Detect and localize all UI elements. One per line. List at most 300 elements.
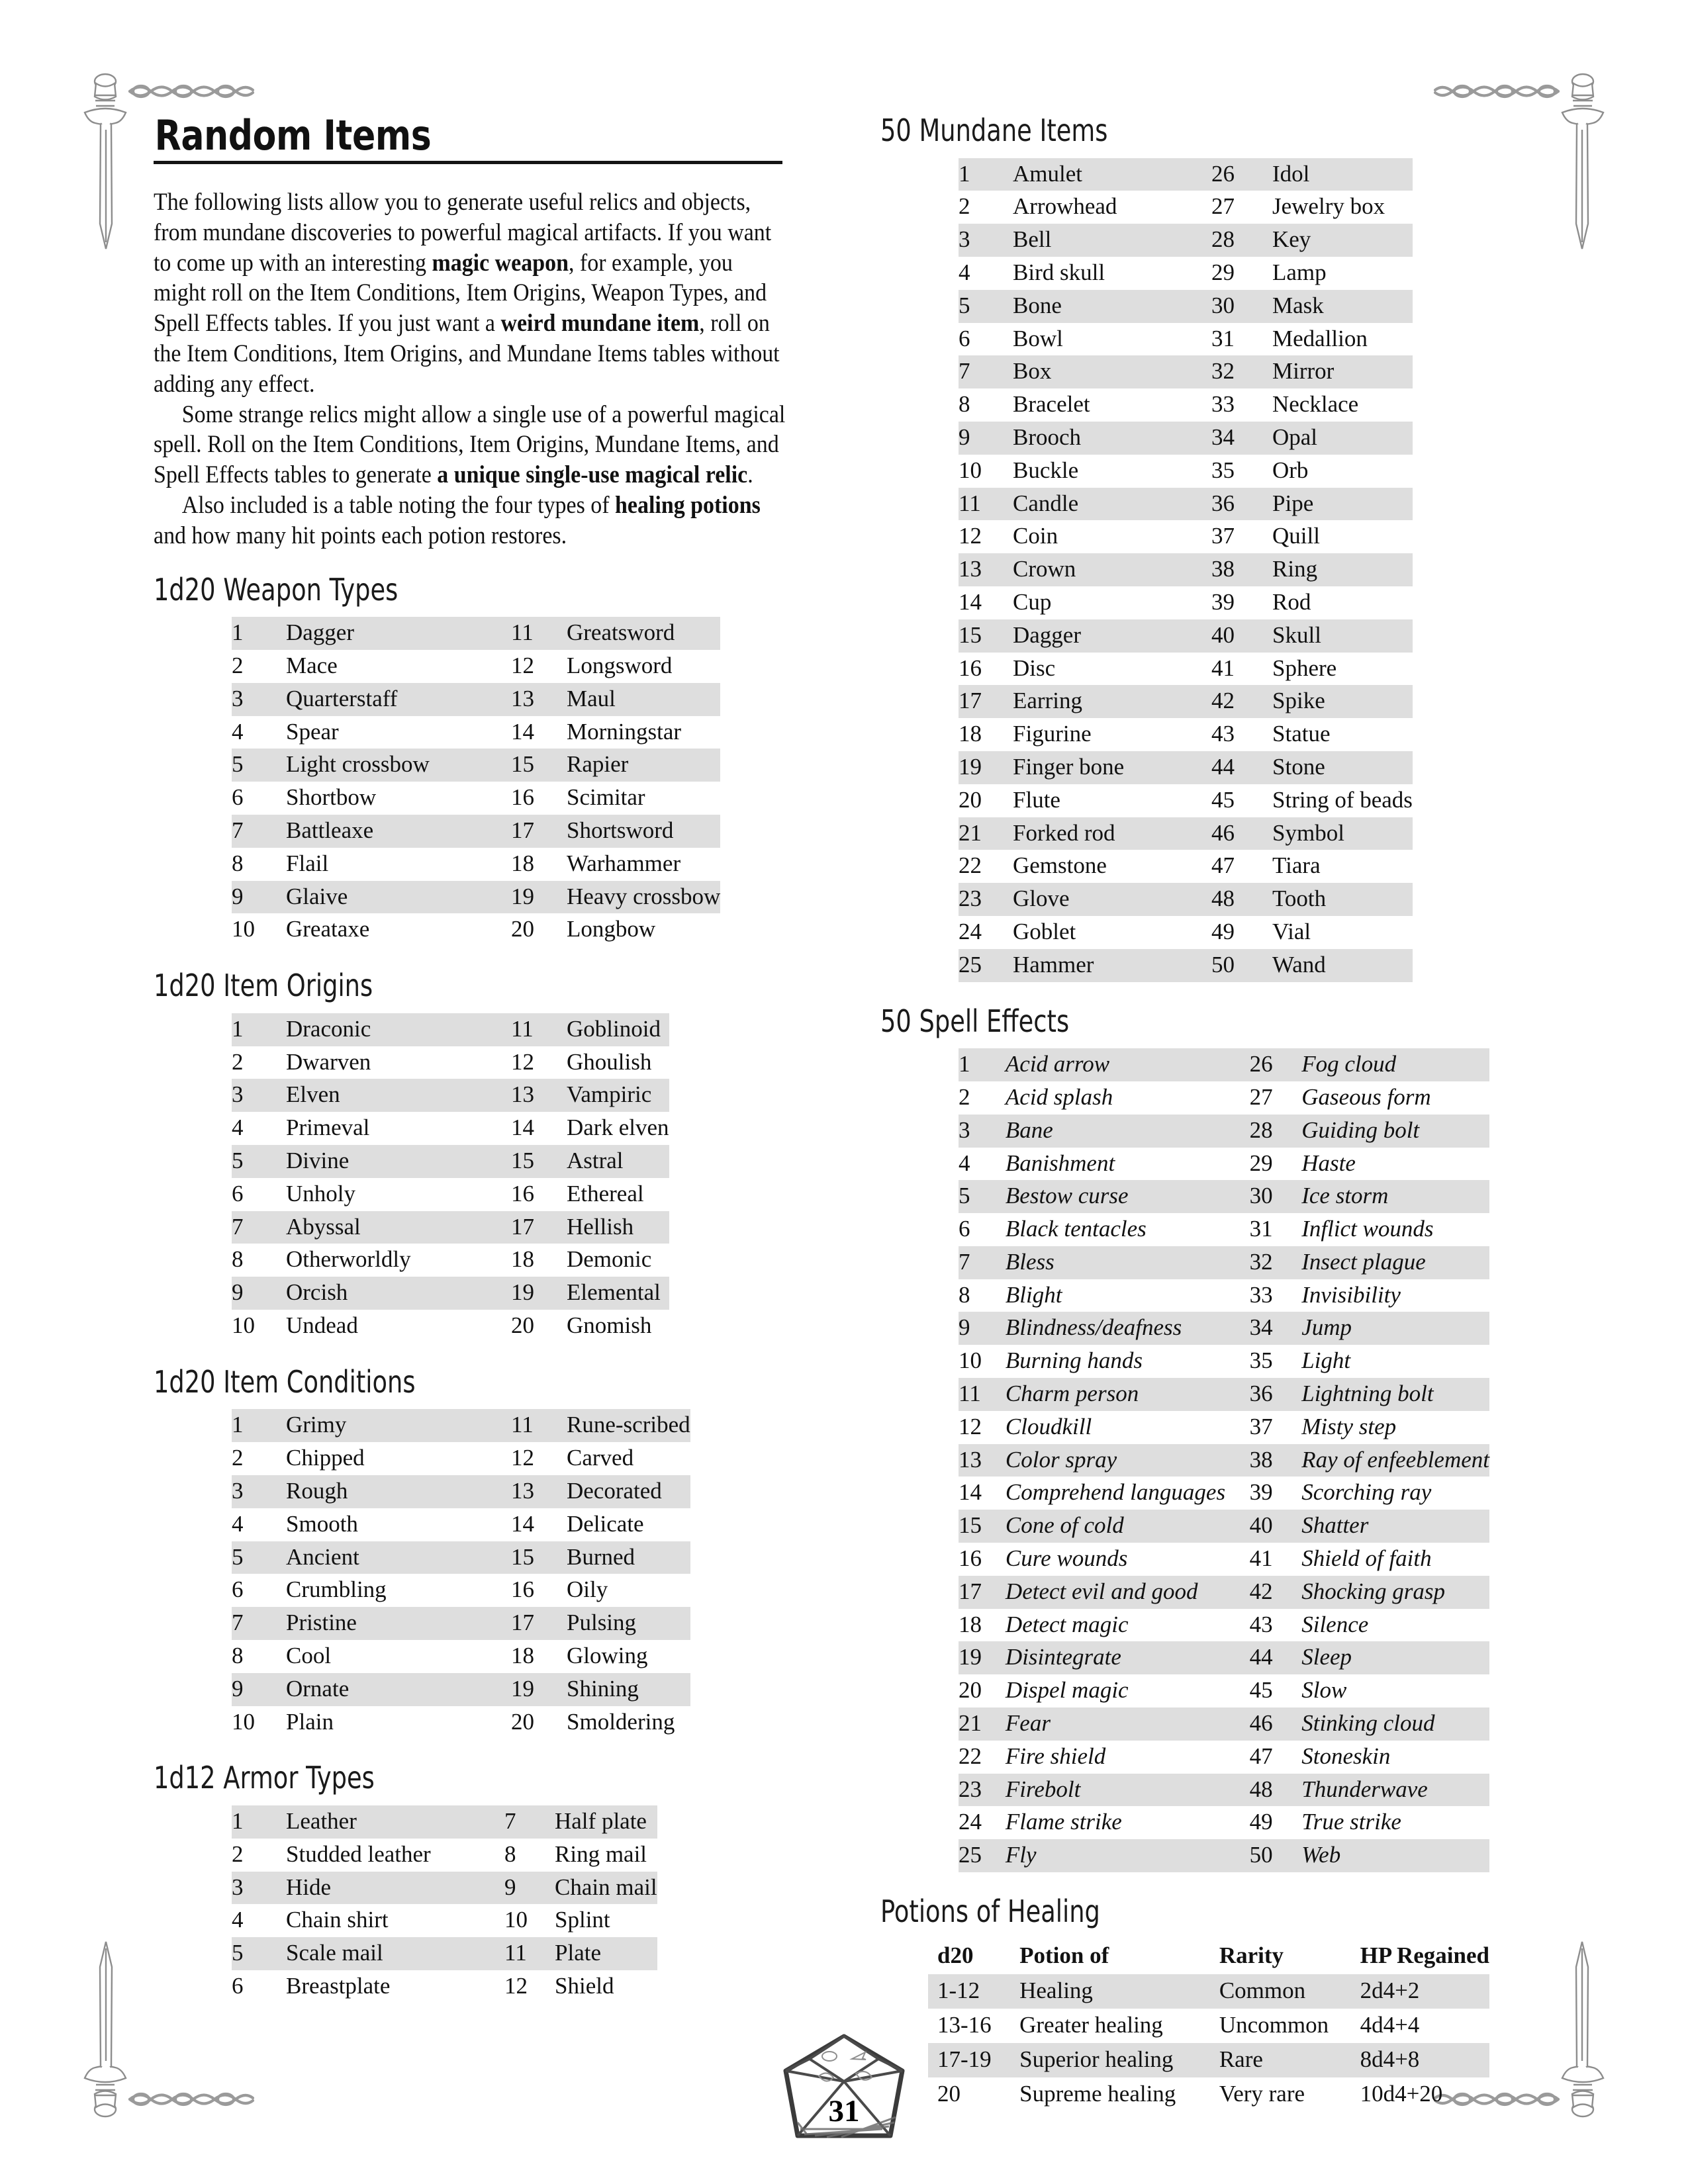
roll-number: 3 (959, 1115, 1006, 1148)
roll-result: Half plate (555, 1805, 657, 1839)
roll-result: Rune-scribed (567, 1409, 690, 1442)
table-row (232, 1277, 669, 1310)
roll-result: Shortbow (286, 784, 377, 811)
roll-number: 11 (511, 1409, 567, 1442)
roll-result: Comprehend languages (1005, 1479, 1226, 1506)
heading-mundane-items: 50 Mundane Items (880, 113, 1108, 148)
roll-number: 1 (232, 1013, 286, 1046)
roll-number: 20 (959, 786, 982, 813)
table-row (959, 520, 1413, 553)
roll-number: 25 (959, 1839, 1006, 1872)
roll-result: Breastplate (286, 1972, 391, 1999)
roll-number: 4 (959, 1150, 970, 1176)
table-row (959, 422, 1413, 455)
table-row (959, 323, 1413, 356)
roll-result: Ethereal (567, 1180, 644, 1206)
roll-result: Unholy (286, 1180, 355, 1206)
roll-result: Shining (567, 1673, 690, 1706)
roll-result: Color spray (1006, 1444, 1250, 1477)
table-row (232, 1013, 669, 1046)
roll-result: Glaive (286, 881, 511, 914)
roll-number: 9 (959, 422, 1013, 455)
roll-number: 7 (232, 1211, 286, 1244)
roll-number: 10 (232, 1708, 255, 1735)
roll-number: 22 (959, 852, 982, 879)
table-potions-of-healing (928, 1939, 1489, 2112)
roll-result: Delicate (567, 1510, 644, 1537)
table-row (959, 388, 1413, 422)
table-row (232, 848, 720, 881)
roll-number: 29 (1249, 1150, 1273, 1176)
roll-result: Dagger (286, 617, 511, 650)
roll-number: 36 (1211, 488, 1272, 521)
roll-number: 41 (1211, 655, 1235, 681)
roll-number: 7 (232, 1607, 286, 1640)
roll-result: Burning hands (1005, 1347, 1143, 1374)
roll-result: Fog cloud (1301, 1048, 1489, 1081)
roll-result: Gnomish (567, 1312, 652, 1338)
roll-result: Ring mail (555, 1841, 647, 1867)
roll-number: 20 (959, 1677, 982, 1704)
roll-result: Pristine (286, 1607, 511, 1640)
table-row (959, 1081, 1489, 1115)
table-row (959, 1279, 1489, 1312)
roll-result: Figurine (1013, 721, 1092, 747)
roll-number: 38 (1250, 1444, 1302, 1477)
roll-result: Acid splash (1005, 1083, 1113, 1110)
roll-number: 8 (232, 1246, 244, 1273)
roll-number: 19 (511, 1673, 567, 1706)
page-number: 31 (828, 2094, 860, 2128)
roll-result: Stinking cloud (1301, 1707, 1489, 1741)
roll-number: 5 (232, 749, 286, 782)
roll-result: Orb (1272, 457, 1309, 483)
intro-paragraph-3: Also included is a table noting the four types of healing potions and how many hit points each potion restores. (154, 491, 761, 549)
potion-cell: Greater healing (1019, 2012, 1163, 2038)
roll-number: 1 (232, 1805, 286, 1839)
roll-number: 9 (232, 1277, 286, 1310)
roll-number: 16 (511, 1576, 534, 1603)
roll-result: Cone of cold (1006, 1510, 1250, 1543)
roll-number: 39 (1249, 1479, 1273, 1506)
roll-number: 3 (232, 1872, 286, 1905)
roll-number: 4 (959, 259, 970, 285)
roll-result: Web (1301, 1839, 1489, 1872)
table-row (232, 749, 720, 782)
roll-number: 20 (511, 916, 534, 942)
heading-spell-effects: 50 Spell Effects (880, 1003, 1070, 1039)
table-row (232, 1640, 690, 1673)
potion-cell: Superior healing (1019, 2043, 1219, 2077)
roll-result: Jewelry box (1272, 193, 1385, 220)
heading-potions-of-healing: Potions of Healing (880, 1893, 1100, 1930)
roll-result: Cure wounds (1005, 1545, 1128, 1572)
roll-result: Arrowhead (1013, 193, 1117, 220)
roll-result: Longbow (567, 916, 656, 942)
potion-cell: 8d4+8 (1360, 2043, 1489, 2077)
roll-result: Invisibility (1301, 1281, 1401, 1308)
roll-number: 45 (1211, 786, 1235, 813)
roll-number: 10 (504, 1907, 528, 1933)
roll-number: 12 (959, 1413, 982, 1439)
roll-number: 21 (959, 817, 1013, 850)
table-row (232, 1310, 669, 1343)
roll-number: 7 (959, 355, 1013, 388)
roll-result: Shocking grasp (1301, 1576, 1489, 1609)
roll-number: 6 (959, 1216, 970, 1242)
intro-paragraph-1: The following lists allow you to generate useful relics and objects, from mundane discoveries to powerful magical artifacts. If you want to come up with an interesting magic weapon, for example, you might roll on the Item Conditions, Item Origins, Weapon Types, and Spell Effects tables. If you just want a weird mundane item, roll on the Item Conditions, Item Origins, and Mundane Items tables without adding any effect. (154, 188, 780, 397)
roll-number: 10 (959, 457, 982, 483)
roll-number: 14 (511, 1510, 534, 1537)
potion-cell: Rare (1219, 2043, 1360, 2077)
roll-number: 11 (504, 1937, 555, 1970)
potion-cell: 1-12 (928, 1974, 1019, 2009)
roll-result: Jump (1301, 1312, 1489, 1345)
roll-result: Rapier (567, 749, 720, 782)
roll-result: Firebolt (1006, 1774, 1250, 1807)
roll-result: Carved (567, 1445, 634, 1471)
roll-result: Disc (1013, 655, 1056, 681)
table-row (959, 949, 1413, 982)
roll-result: Chain shirt (286, 1907, 389, 1933)
roll-result: Opal (1272, 422, 1413, 455)
roll-result: Symbol (1272, 817, 1413, 850)
table-row (959, 1741, 1489, 1774)
roll-number: 49 (1249, 1809, 1273, 1835)
potion-cell: 4d4+4 (1360, 2012, 1420, 2038)
table-row (928, 2043, 1489, 2077)
roll-number: 33 (1249, 1281, 1273, 1308)
heading-item-origins: 1d20 Item Origins (154, 968, 373, 1004)
roll-number: 50 (1250, 1839, 1302, 1872)
roll-result: Warhammer (567, 850, 681, 876)
roll-number: 9 (232, 881, 286, 914)
roll-number: 17 (511, 1211, 567, 1244)
roll-number: 13 (959, 553, 1013, 586)
roll-result: Slow (1301, 1677, 1347, 1704)
roll-number: 4 (232, 1907, 244, 1933)
roll-number: 32 (1250, 1246, 1302, 1279)
roll-number: 12 (511, 1048, 534, 1075)
table-row (959, 1609, 1489, 1642)
roll-result: Scale mail (286, 1937, 504, 1970)
roll-result: Brooch (1013, 422, 1211, 455)
table-row (959, 784, 1413, 817)
table-row (959, 1806, 1489, 1839)
heading-item-conditions: 1d20 Item Conditions (154, 1363, 416, 1400)
roll-number: 14 (511, 718, 534, 745)
roll-result: Flail (286, 850, 329, 876)
roll-result: Crown (1013, 553, 1211, 586)
roll-result: Tiara (1272, 852, 1321, 879)
table-row (232, 1145, 669, 1178)
roll-number: 46 (1211, 817, 1272, 850)
roll-result: Greataxe (286, 916, 370, 942)
roll-number: 15 (511, 749, 567, 782)
table-row (959, 1115, 1489, 1148)
roll-number: 11 (959, 488, 1013, 521)
roll-number: 1 (959, 1048, 1006, 1081)
roll-result: Scorching ray (1301, 1479, 1432, 1506)
roll-number: 7 (232, 815, 286, 848)
roll-result: Fear (1006, 1707, 1250, 1741)
potion-cell: 2d4+2 (1360, 1974, 1489, 2009)
roll-number: 18 (511, 850, 534, 876)
roll-number: 1 (959, 158, 1013, 191)
roll-number: 25 (959, 949, 1013, 982)
roll-number: 20 (511, 1312, 534, 1338)
roll-number: 9 (232, 1673, 286, 1706)
roll-result: Greatsword (567, 617, 720, 650)
roll-result: Morningstar (567, 718, 682, 745)
roll-number: 6 (232, 1972, 244, 1999)
roll-result: Otherworldly (286, 1246, 411, 1273)
roll-number: 18 (959, 1611, 982, 1637)
roll-number: 10 (232, 1312, 255, 1338)
roll-result: Maul (567, 683, 720, 716)
roll-number: 40 (1211, 619, 1272, 653)
roll-result: Dark elven (567, 1115, 669, 1141)
roll-result: Pipe (1272, 488, 1413, 521)
roll-result: Coin (1013, 523, 1058, 549)
roll-result: Inflict wounds (1301, 1216, 1434, 1242)
roll-number: 19 (959, 751, 1013, 784)
roll-result: Sphere (1272, 655, 1337, 681)
roll-number: 28 (1211, 224, 1272, 257)
table-row (959, 488, 1413, 521)
roll-result: Earring (1013, 685, 1211, 718)
roll-result: Elemental (567, 1277, 669, 1310)
table-row (928, 2077, 1489, 2112)
roll-result: Elven (286, 1079, 511, 1112)
roll-result: Black tentacles (1005, 1216, 1147, 1242)
roll-number: 19 (959, 1641, 1006, 1674)
table-mundane-items (959, 158, 1413, 982)
roll-number: 40 (1250, 1510, 1302, 1543)
roll-result: Plain (286, 1708, 334, 1735)
roll-number: 2 (232, 653, 244, 679)
roll-number: 27 (1249, 1083, 1273, 1110)
roll-result: Silence (1301, 1611, 1369, 1637)
roll-number: 12 (504, 1972, 528, 1999)
roll-number: 43 (1211, 721, 1235, 747)
roll-number: 17 (959, 1576, 1006, 1609)
page-title: Random Items (154, 111, 432, 159)
roll-result: Guiding bolt (1301, 1115, 1489, 1148)
left-column (154, 111, 789, 2003)
roll-number: 37 (1249, 1413, 1273, 1439)
table-row (959, 1774, 1489, 1807)
roll-result: Spear (286, 718, 339, 745)
roll-number: 46 (1250, 1707, 1302, 1741)
roll-number: 21 (959, 1707, 1006, 1741)
roll-number: 24 (959, 918, 982, 944)
roll-number: 8 (959, 391, 970, 418)
roll-number: 16 (511, 784, 534, 811)
roll-number: 15 (511, 1145, 567, 1178)
roll-number: 15 (959, 619, 1013, 653)
roll-result: Cloudkill (1005, 1413, 1092, 1439)
roll-result: Crumbling (286, 1576, 387, 1603)
roll-result: Lightning bolt (1301, 1378, 1489, 1411)
roll-result: Bless (1006, 1246, 1250, 1279)
table-row (959, 1048, 1489, 1081)
roll-result: Light (1301, 1347, 1351, 1374)
table-row (959, 883, 1413, 916)
roll-result: Rod (1272, 588, 1311, 615)
roll-result: Light crossbow (286, 749, 511, 782)
roll-result: Dispel magic (1005, 1677, 1129, 1704)
roll-result: Spike (1272, 685, 1413, 718)
roll-result: Necklace (1272, 391, 1359, 418)
roll-number: 34 (1211, 422, 1272, 455)
table-armor-types (232, 1805, 657, 2003)
table-row (232, 650, 720, 683)
roll-number: 2 (959, 1083, 970, 1110)
table-row (959, 916, 1413, 949)
roll-number: 12 (511, 1445, 534, 1471)
roll-number: 8 (504, 1841, 516, 1867)
roll-number: 16 (959, 655, 982, 681)
celtic-knot-band (1435, 86, 1558, 97)
potion-cell: Very rare (1219, 2080, 1305, 2107)
table-row (959, 1510, 1489, 1543)
roll-result: Shield (555, 1972, 614, 1999)
potion-cell: 13-16 (937, 2012, 992, 2038)
roll-number: 14 (959, 1479, 982, 1506)
roll-result: Detect evil and good (1006, 1576, 1250, 1609)
roll-number: 8 (232, 850, 244, 876)
roll-result: Bell (1013, 224, 1211, 257)
roll-number: 2 (232, 1048, 244, 1075)
roll-number: 9 (959, 1312, 1006, 1345)
roll-number: 50 (1211, 949, 1272, 982)
roll-number: 2 (232, 1841, 244, 1867)
roll-number: 37 (1211, 523, 1235, 549)
table-row (232, 1178, 669, 1211)
roll-number: 16 (511, 1180, 534, 1206)
potion-cell: Supreme healing (1019, 2080, 1176, 2107)
table-row (232, 1112, 669, 1145)
page-number-die (778, 2030, 910, 2165)
roll-number: 42 (1211, 685, 1272, 718)
roll-number: 9 (504, 1872, 555, 1905)
table-row (232, 1872, 657, 1905)
table-row (232, 1904, 657, 1937)
column-header: Rarity (1219, 1942, 1284, 1968)
roll-result: Bone (1013, 290, 1211, 323)
roll-number: 14 (959, 588, 982, 615)
roll-number: 4 (232, 1510, 244, 1537)
roll-result: Bane (1006, 1115, 1250, 1148)
table-row (959, 1213, 1489, 1246)
roll-result: Blight (1005, 1281, 1062, 1308)
table-row (232, 716, 720, 749)
table-row (959, 1246, 1489, 1279)
table-header-row (928, 1939, 1489, 1975)
table-row (232, 1079, 669, 1112)
roll-result: Demonic (567, 1246, 652, 1273)
roll-result: Idol (1272, 158, 1413, 191)
table-row (232, 913, 720, 946)
heading-weapon-types: 1d20 Weapon Types (154, 571, 399, 608)
table-row (959, 751, 1413, 784)
roll-result: Draconic (286, 1013, 511, 1046)
roll-number: 48 (1211, 883, 1272, 916)
roll-number: 47 (1249, 1743, 1273, 1769)
table-row (232, 782, 720, 815)
table-row (232, 815, 720, 848)
roll-result: Goblinoid (567, 1013, 669, 1046)
table-row (232, 1607, 690, 1640)
roll-number: 14 (511, 1115, 534, 1141)
roll-result: Shortsword (567, 815, 720, 848)
table-row (959, 1411, 1489, 1444)
table-row (959, 1180, 1489, 1213)
roll-number: 12 (959, 523, 982, 549)
roll-result: Fly (1006, 1839, 1250, 1872)
table-row (232, 1508, 690, 1541)
roll-result: Finger bone (1013, 751, 1211, 784)
table-row (232, 1475, 690, 1508)
roll-result: Quarterstaff (286, 683, 511, 716)
table-row (959, 1543, 1489, 1576)
roll-result: Buckle (1013, 457, 1079, 483)
roll-result: Lamp (1272, 259, 1327, 285)
roll-result: Shield of faith (1301, 1545, 1432, 1572)
roll-number: 18 (511, 1642, 534, 1668)
roll-result: Leather (286, 1805, 504, 1839)
sword-icon (85, 74, 126, 249)
roll-number: 17 (511, 1607, 567, 1640)
roll-result: Blindness/deafness (1006, 1312, 1250, 1345)
table-row (959, 455, 1413, 488)
table-row (959, 718, 1413, 751)
roll-result: String of beads (1272, 786, 1413, 813)
roll-number: 4 (232, 1115, 244, 1141)
roll-number: 35 (1211, 457, 1235, 483)
roll-number: 42 (1250, 1576, 1302, 1609)
table-row (232, 1839, 657, 1872)
roll-number: 6 (232, 1576, 244, 1603)
roll-result: Ghoulish (567, 1048, 652, 1075)
roll-result: Longsword (567, 653, 673, 679)
table-row (232, 1541, 690, 1574)
table-row (232, 1937, 657, 1970)
table-row (959, 817, 1413, 850)
roll-number: 26 (1250, 1048, 1302, 1081)
roll-result: Mirror (1272, 355, 1413, 388)
table-row (232, 1673, 690, 1706)
roll-result: Thunderwave (1301, 1774, 1489, 1807)
roll-number: 13 (511, 1475, 567, 1508)
table-row (232, 1046, 669, 1079)
celtic-knot-band (130, 2094, 253, 2105)
roll-result: Heavy crossbow (567, 881, 720, 914)
roll-result: Glove (1013, 883, 1211, 916)
roll-result: Ice storm (1301, 1180, 1489, 1213)
roll-number: 11 (959, 1378, 1006, 1411)
roll-result: Candle (1013, 488, 1211, 521)
potion-cell: 17-19 (928, 2043, 1019, 2077)
roll-result: Statue (1272, 721, 1331, 747)
table-row (959, 619, 1413, 653)
roll-number: 5 (232, 1937, 286, 1970)
table-row (232, 683, 720, 716)
roll-number: 23 (959, 883, 1013, 916)
roll-number: 16 (959, 1545, 982, 1572)
roll-result: Ray of enfeeblement (1301, 1444, 1489, 1477)
